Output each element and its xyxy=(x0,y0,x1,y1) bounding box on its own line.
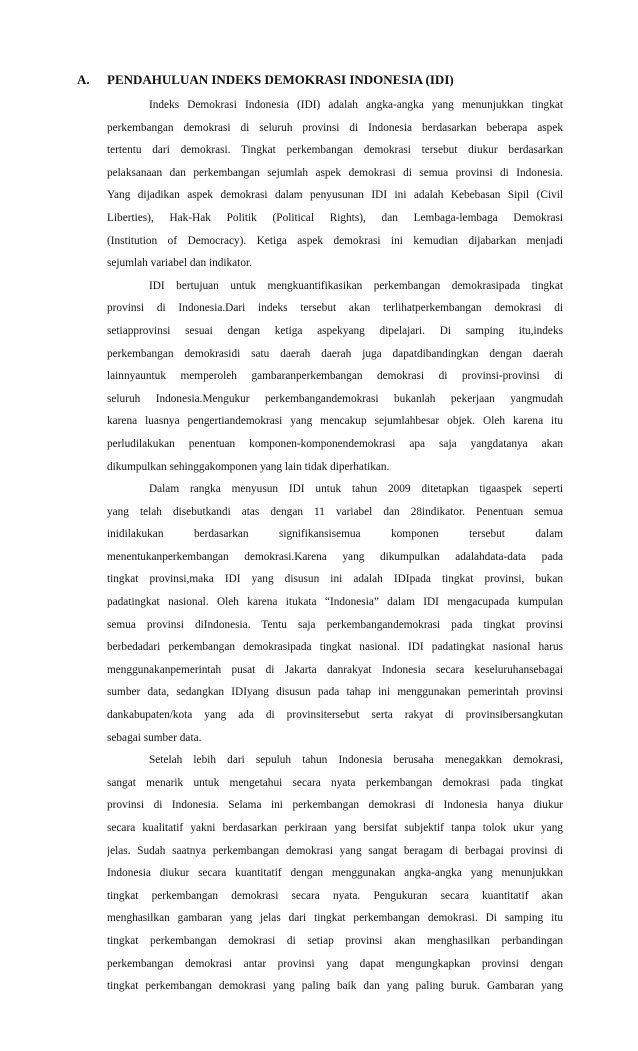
text-line: Indonesia diukur secara kuantitatif dengan menggunakan angka-angka yang menunjukkan xyxy=(107,867,563,880)
text-line: menentukanperkembangan demokrasi.Karena yang dikumpulkan adalahdata-data pada xyxy=(107,550,563,563)
text-line: inidilakukan berdasarkan signifikansisemua komponen tersebut dalam xyxy=(107,528,563,541)
paragraph-3 xyxy=(107,478,563,749)
text-line: tertentu dari demokrasi. Tingkat perkembangan demokrasi tersebut diukur berdasarkan xyxy=(107,144,563,157)
text-line: berbedadari perkembangan demokrasipada tingkat nasional. IDI padatingkat nasional harus xyxy=(107,641,563,654)
body-text xyxy=(107,94,563,998)
text-line: menggunakanpemerintah pusat di Jakarta danrakyat Indonesia secara keseluruhansebagai xyxy=(107,663,563,676)
text-line: Liberties), Hak-Hak Politik (Political Rights), dan Lembaga-lembaga Demokrasi xyxy=(107,211,563,224)
text-line: secara kualitatif yakni berdasarkan perkiraan yang bersifat subjektif tanpa tolok ukur yang xyxy=(107,822,563,834)
text-line: tingkat perkembangan demokrasi yang paling baik dan yang paling buruk. Gambaran yang xyxy=(107,980,563,993)
text-line: provinsi di Indonesia.Dari indeks tersebut akan terlihatperkembangan demokrasi di xyxy=(107,302,563,315)
text-line: seluruh Indonesia.Mengukur perkembangandemokrasi bukanlah pekerjaan yangmudah xyxy=(107,392,563,405)
text-line: tingkat perkembangan demokrasi di setiap provinsi akan menghasilkan perbandingan xyxy=(107,934,563,947)
text-line: sangat menarik untuk mengetahui secara nyata perkembangan demokrasi pada tingkat xyxy=(107,776,563,789)
text-line: perkembangan demokrasi antar provinsi yang dapat mengungkapkan provinsi dengan xyxy=(107,957,563,970)
text-line: dankabupaten/kota yang ada di provinsitersebut serta rakyat di provinsibersangkutan xyxy=(107,709,563,722)
section-number: A. xyxy=(77,72,90,87)
text-line: perkembangan demokrasidi satu daerah daerah juga dapatdibandingkan dengan daerah xyxy=(107,347,563,360)
text-line: Dalam rangka menyusun IDI untuk tahun 2009 ditetapkan tigaaspek seperti xyxy=(149,483,563,496)
paragraph-1 xyxy=(107,94,563,275)
text-line: tingkat provinsi,maka IDI yang disusun ini adalah IDIpada tingkat provinsi, bukan xyxy=(107,573,563,586)
text-line: (Institution of Democracy). Ketiga aspek demokrasi ini kemudian dijabarkan menjadi xyxy=(107,234,563,247)
text-line: Indeks Demokrasi Indonesia (IDI) adalah angka-angka yang menunjukkan tingkat xyxy=(149,99,563,111)
text-line: perkembangan demokrasi di seluruh provinsi di Indonesia berdasarkan beberapa aspek xyxy=(107,121,563,134)
paragraph-4 xyxy=(107,749,563,998)
text-line: perludilakukan penentuan komponen-komponendemokrasi apa saja yangdatanya akan xyxy=(107,437,563,450)
text-line: provinsi di Indonesia. Selama ini perkembangan demokrasi di Indonesia hanya diukur xyxy=(107,799,563,812)
text-line: setiapprovinsi sesuai dengan ketiga aspekyang dipelajari. Di samping itu,indeks xyxy=(107,324,563,337)
text-line: pelaksanaan dan perkembangan sejumlah aspek demokrasi di semua provinsi di Indonesia. xyxy=(107,166,563,179)
text-line: IDI bertujuan untuk mengkuantifikasikan perkembangan demokrasipada tingkat xyxy=(149,279,563,292)
text-line: Yang dijadikan aspek demokrasi dalam penyusunan IDI ini adalah Kebebasan Sipil (Civil xyxy=(107,189,563,202)
text-line: karena luasnya pengertiandemokrasi yang mencakup sejumlahbesar objek. Oleh karena itu xyxy=(107,415,563,428)
text-line: lainnyauntuk memperoleh gambaranperkembangan demokrasi di provinsi-provinsi di xyxy=(107,370,563,383)
text-line: yang telah disebutkandi atas dengan 11 variabel dan 28indikator. Penentuan semua xyxy=(107,505,563,518)
section-heading xyxy=(77,72,454,88)
text-line: padatingkat nasional. Oleh karena itukata “Indonesia” dalam IDI mengacupada kumpulan xyxy=(107,596,563,609)
text-line: tingkat perkembangan demokrasi secara nyata. Pengukuran secara kuantitatif akan xyxy=(107,889,563,902)
section-title: PENDAHULUAN INDEKS DEMOKRASI INDONESIA (IDI) xyxy=(107,72,454,87)
text-line: sumber data, sedangkan IDIyang disusun pada tahap ini menggunakan pemerintah provinsi xyxy=(107,686,563,699)
text-line: sejumlah variabel dan indikator. xyxy=(107,257,252,270)
text-line: menghasilkan gambaran yang jelas dari tingkat perkembangan demokrasi. Di samping itu xyxy=(107,912,563,925)
paragraph-2 xyxy=(107,275,563,478)
text-line: jelas. Sudah saatnya perkembangan demokrasi yang sangat beragam di berbagai provinsi di xyxy=(107,844,563,857)
text-line: sebagai sumber data. xyxy=(107,731,202,744)
text-line: semua provinsi diIndonesia. Tentu saja perkembangandemokrasi pada tingkat provinsi xyxy=(107,618,563,631)
text-line: Setelah lebih dari sepuluh tahun Indonesia berusaha menegakkan demokrasi, xyxy=(149,754,563,767)
text-line: dikumpulkan sehinggakomponen yang lain tidak diperhatikan. xyxy=(107,460,390,473)
